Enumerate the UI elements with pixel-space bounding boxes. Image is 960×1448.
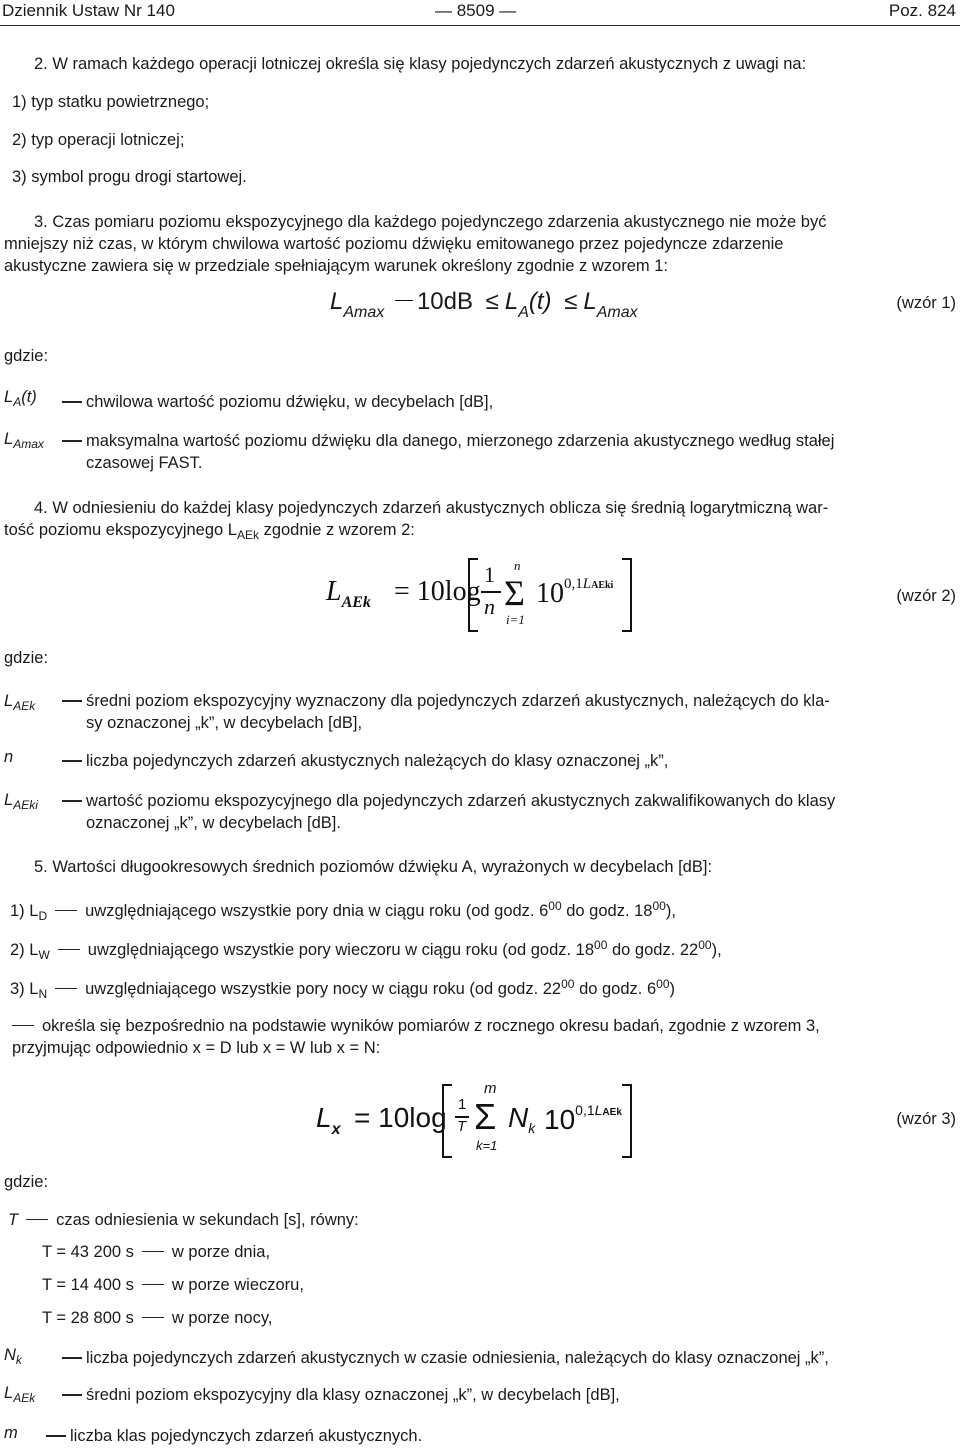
page-header — [0, 1, 960, 26]
dash — [62, 401, 82, 403]
symbol-laeki: $L_{AEki}$ — [4, 791, 38, 812]
section-2-item-2: 2) typ operacji lotniczej; — [12, 131, 185, 149]
def-laek-class: średni poziom ekspozycyjny dla klasy oznaczonej „k”, w decybelach [dB], — [86, 1386, 620, 1404]
section-3-line-2: mniejszy niż czas, w którym chwilowa wartość poziomu dźwięku emitowanego przez pojedyncze zdarzenie — [4, 235, 784, 253]
def-laek-1: średni poziom ekspozycyjny wyznaczony dla pojedynczych zdarzeń akustycznych, należących do kla- — [86, 692, 830, 710]
symbol-nk: $N_k$ — [4, 1346, 22, 1367]
symbol-laek: $L_{AEk}$ — [4, 692, 36, 713]
dash — [62, 760, 82, 762]
dash — [62, 800, 82, 802]
page-number: — 8509 — — [435, 1, 517, 20]
def-n: liczba pojedynczych zdarzeń akustycznych należących do klasy oznaczonej „k”, — [86, 752, 669, 770]
formula-1: $L_{Amax}$ $10dB \le L_A(t) \le L_{Amax}$ — [330, 288, 638, 321]
symbol-lamax: $L_{Amax}$ — [4, 430, 44, 451]
def-lamax-2: czasowej FAST. — [86, 454, 203, 472]
def-laeki-2: oznaczonej „k”, w decybelach [dB]. — [86, 814, 341, 832]
def-lamax-1: maksymalna wartość poziomu dźwięku dla danego, mierzonego zdarzenia akustycznego według stałej — [86, 432, 835, 450]
section-5-item-n: 3) $L_N$ uwzględniającego wszystkie pory nocy w ciągu roku (od godz. $22^{00}$ do godz. $6^{00}$) — [10, 977, 675, 1001]
section-5-item-w: 2) $L_W$ uwzględniającego wszystkie pory wieczoru w ciągu roku (od godz. $18^{00}$ do godz. $22^{00}$), — [10, 938, 722, 962]
section-4-line-2: tość poziomu ekspozycyjnego $L_{AEk}$ zgodnie z wzorem 2: — [4, 521, 415, 542]
symbol-n: n — [4, 748, 14, 766]
section-3-line-1: 3. Czas pomiaru poziomu ekspozycyjnego dla każdego pojedynczego zdarzenia akustycznego nie może być — [34, 213, 827, 231]
def-laek-2: sy oznaczonej „k”, w decybelach [dB], — [86, 714, 363, 732]
where-label-1: gdzie: — [4, 347, 49, 365]
def-m: liczba klas pojedynczych zdarzeń akustycznych. — [70, 1427, 423, 1445]
position-number: Poz. 824 — [888, 1, 956, 20]
section-5-intro: 5. Wartości długookresowych średnich poziomów dźwięku A, wyrażonych w decybelach [dB]: — [34, 858, 713, 876]
formula-2: $L_{AEk}$ = 10log 1 n n Σ i=1 $10^{0,1LAEki}$ — [326, 556, 646, 634]
section-5-conclusion-2: przyjmując odpowiednio x = D lub x = W lub x = N: — [12, 1039, 381, 1057]
def-t-day: T = 43 200 s w porze dnia, — [42, 1243, 271, 1261]
dash — [62, 440, 82, 442]
formula-1-label: (wzór 1) — [896, 294, 956, 312]
formula-2-label: (wzór 2) — [896, 587, 956, 605]
section-3-line-3: akustyczne zawiera się w przedziale spełniającym warunek określony zgodnie z wzorem 1: — [4, 257, 668, 275]
formula-3-label: (wzór 3) — [896, 1110, 956, 1128]
symbol-la-t: $L_A(t)$ — [4, 388, 37, 409]
section-2-item-1: 1) typ statku powietrznego; — [12, 93, 210, 111]
journal-title: Dziennik Ustaw Nr 140 — [2, 1, 175, 20]
dash — [62, 1357, 82, 1359]
dash — [62, 700, 82, 702]
def-t-night: T = 28 800 s w porze nocy, — [42, 1309, 273, 1327]
section-2-intro: 2. W ramach każdego operacji lotniczej określa się klasy pojedynczych zdarzeń akustycznych z uwagi na: — [34, 55, 807, 73]
def-laeki-1: wartość poziomu ekspozycyjnego dla pojedynczych zdarzeń akustycznych zakwalifikowanych do klasy — [86, 792, 836, 810]
def-t: T czas odniesienia w sekundach [s], równy: — [8, 1211, 359, 1229]
symbol-laek-2: $L_{AEk}$ — [4, 1384, 36, 1405]
where-label-3: gdzie: — [4, 1173, 49, 1191]
def-t-evening: T = 14 400 s w porze wieczoru, — [42, 1276, 304, 1294]
formula-3: $L_x$ = 10log 1 T m Σ k=1 $N_k$ $10^{0,1LAEk}$ — [316, 1080, 646, 1160]
section-2-item-3: 3) symbol progu drogi startowej. — [12, 168, 247, 186]
def-nk: liczba pojedynczych zdarzeń akustycznych w czasie odniesienia, należących do klasy oznaczonej „k”, — [86, 1349, 829, 1367]
section-5-conclusion-1: określa się bezpośrednio na podstawie wyników pomiarów z rocznego okresu badań, zgodnie z wzorem 3, — [12, 1014, 820, 1038]
def-la-t: chwilowa wartość poziomu dźwięku, w decybelach [dB], — [86, 393, 494, 411]
dash — [62, 1394, 82, 1396]
section-4-line-1: 4. W odniesieniu do każdej klasy pojedynczych zdarzeń akustycznych oblicza się średnią logarytmiczną war- — [34, 499, 829, 517]
dash — [46, 1435, 66, 1437]
symbol-m: m — [4, 1424, 18, 1442]
where-label-2: gdzie: — [4, 649, 49, 667]
section-5-item-d: 1) $L_D$ uwzględniającego wszystkie pory dnia w ciągu roku (od godz. $6^{00}$ do godz. $18^{00}$), — [10, 899, 676, 923]
